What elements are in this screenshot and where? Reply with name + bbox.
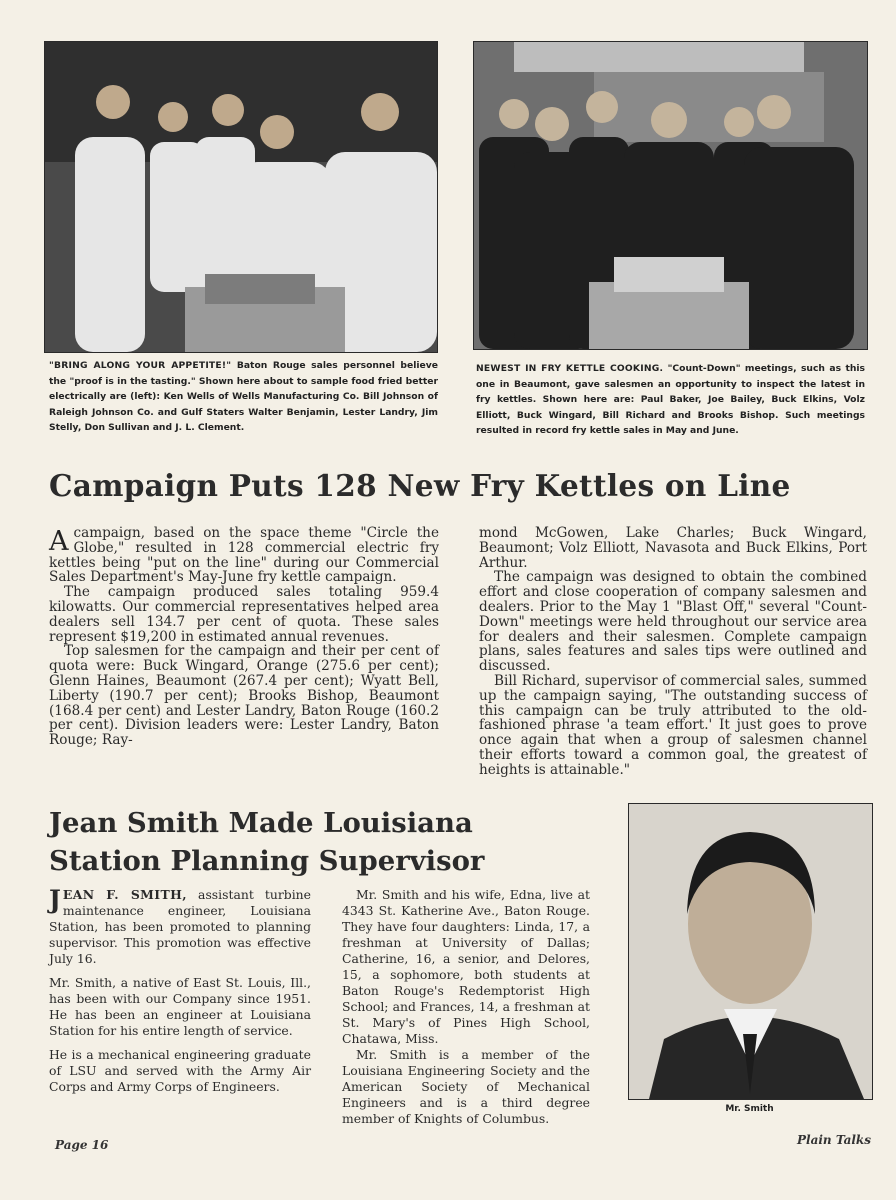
lead-name: EAN F. SMITH, bbox=[62, 887, 187, 902]
caption-body: "Count-Down" meetings, such as this one in Beaumont, gave salesmen an opportunity to inspect the latest in fry kettles. Shown here are: Paul Baker, Joe Bailey, Buck Elkins, Volz Elliott, Buck Wingard, Bill Richard and Brooks Bishop. Such meetings resulted in record fry kettle sales in May and June. bbox=[476, 363, 865, 436]
article-paragraph: The campaign produced sales totaling 959.4 kilowatts. Our commercial representatives helped area dealers sell 134.7 per cent of quota. These sales represent $19,200 in estimated annual revenues. bbox=[49, 584, 439, 645]
photo-count-down-meeting bbox=[473, 41, 868, 350]
photo-caption-right bbox=[476, 361, 865, 439]
article-jean-smith-column-2 bbox=[342, 887, 590, 1127]
article-paragraph: He is a mechanical engineering graduate of LSU and served with the Army Air Corps and Army Corps of Engineers. bbox=[49, 1047, 311, 1094]
caption-lead: "BRING ALONG YOUR APPETITE!" bbox=[49, 360, 232, 371]
drop-cap: A bbox=[49, 526, 69, 557]
article-paragraph: Bill Richard, supervisor of commercial sales, summed up the campaign saying, "The outstanding success of this campaign can be truly attributed to the old-fashioned phrase 'a team effort.' It just goes to prove once again that when a group of salesmen channel their efforts toward a common goal, the greatest of heights is attainable." bbox=[479, 672, 867, 778]
article-paragraph: JEAN F. SMITH, assistant turbine maintenance engineer, Louisiana Station, has been promoted to planning supervisor. This promotion was effective July 16. bbox=[49, 885, 311, 966]
article-fry-kettles-column-1 bbox=[49, 526, 439, 748]
article-jean-smith-column-1 bbox=[49, 887, 311, 1103]
article-paragraph: Mr. Smith, a native of East St. Louis, Ill., has been with our Company since 1951. He has been an engineer at Louisiana Station for his entire length of service. bbox=[49, 975, 311, 1038]
article-headline-jean-smith bbox=[49, 804, 484, 880]
drop-cap: J bbox=[49, 885, 61, 914]
caption-body: Baton Rouge sales personnel believe the "proof is in the tasting." Shown here about to sample food fried better electrically are (left): Ken Wells of Wells Manufacturing Co. Bill Johnson of Raleigh Johnson Co. and Gulf Staters Walter Benjamin, Lester Landry, Jim Stelly, Don Sullivan and J. L. Clement. bbox=[49, 360, 438, 433]
article-paragraph: Mr. Smith and his wife, Edna, live at 4343 St. Katherine Ave., Baton Rouge. They have four daughters: Linda, 17, a freshman at University of Dallas; Catherine, 16, a senior, and Delores, 15, a sophomore, both students at Baton Rouge's Redemptorist High School; and Frances, 14, a freshman at St. Mary's of Pines High School, Chatawa, Miss. bbox=[342, 887, 590, 1046]
page-number: Page 16 bbox=[55, 1138, 109, 1152]
photo-caption-left bbox=[49, 358, 438, 436]
headline-line-2: Station Planning Supervisor bbox=[49, 845, 485, 877]
article-fry-kettles-column-2 bbox=[479, 526, 867, 778]
caption-lead: NEWEST IN FRY KETTLE COOKING. bbox=[476, 363, 664, 374]
portrait-mr-smith bbox=[628, 803, 873, 1100]
publication-name: Plain Talks bbox=[797, 1133, 872, 1147]
headline-line-1: Jean Smith Made Louisiana bbox=[49, 807, 473, 839]
article-paragraph: A campaign, based on the space theme "Circle the Globe," resulted in 128 commercial electric fry kettles being "put on the line" during our Commercial Sales Department's May-June fry kettle campaign. bbox=[49, 525, 439, 586]
article-paragraph: The campaign was designed to obtain the combined effort and close cooperation of company salesmen and dealers. Prior to the May 1 "Blast Off," several "Count-Down" meetings were held throughout our service area for dealers and their salesmen. Complete campaign plans, sales features and sales tips were outlined and discussed. bbox=[479, 569, 867, 675]
portrait-caption: Mr. Smith bbox=[725, 1104, 774, 1114]
article-paragraph: Mr. Smith is a member of the Louisiana Engineering Society and the American Society of Mechanical Engineers and is a third degree member of Knights of Columbus. bbox=[342, 1047, 590, 1126]
photo-salesmen-tasting bbox=[44, 41, 438, 353]
article-paragraph: mond McGowen, Lake Charles; Buck Wingard, Beaumont; Volz Elliott, Navasota and Buck Elkins, Port Arthur. bbox=[479, 525, 867, 571]
article-paragraph: Top salesmen for the campaign and their per cent of quota were: Buck Wingard, Orange (275.6 per cent); Glenn Haines, Beaumont (267.4 per cent); Wyatt Bell, Liberty (190.7 per cent); Brooks Bishop, Beaumont (168.4 per cent) and Lester Landry, Baton Rouge (160.2 per cent). Division leaders were: Lester Landry, Baton Rouge; Ray- bbox=[49, 643, 439, 749]
article-headline-fry-kettles: Campaign Puts 128 New Fry Kettles on Line bbox=[49, 468, 791, 503]
